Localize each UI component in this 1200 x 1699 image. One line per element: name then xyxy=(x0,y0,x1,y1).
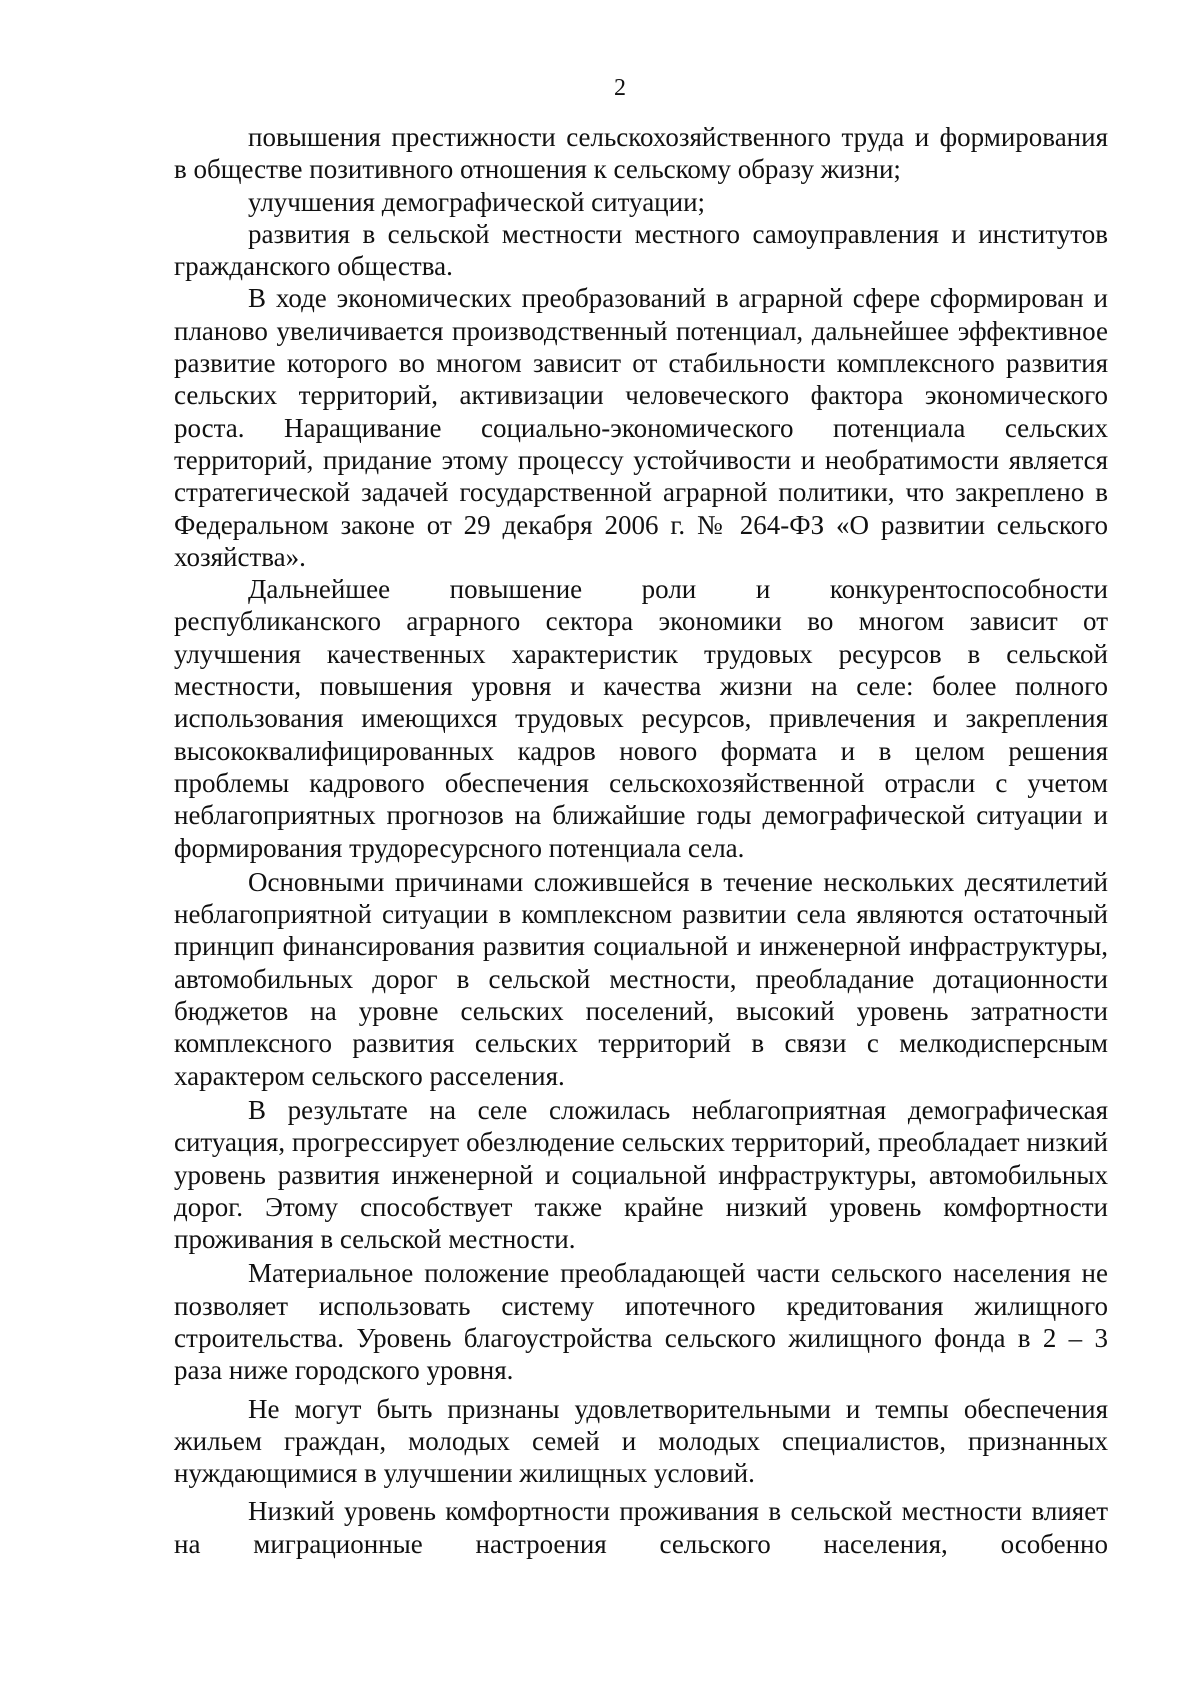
paragraph-rural-labor-prestige: повышения престижности сельскохозяйственного труда и формирования в обществе позитивного отношения к сельскому образу жизни; xyxy=(174,122,1108,185)
paragraph-main-causes: Основными причинами сложившейся в течение нескольких десятилетий неблагоприятной ситуации в комплексном развитии села являются остаточный принцип финансирования развития социальной и инженерной инфраструктуры, автомобильных дорог в сельской местности, преобладание дотационности бюджетов на уровне сельских поселений, высокий уровень затратности комплексного развития сельских территорий в связи с мелкодисперсным характером сельского расселения. xyxy=(174,866,1108,1091)
paragraph-economic-transformation: В ходе экономических преобразований в аграрной сфере сформирован и планово увеличивается производственный потенциал, дальнейшее эффективное развитие которого во многом зависит от стабильности комплексного развития сельских территорий, активизации человеческого фактора экономического роста. Наращивание социально-экономического потенциала сельских территорий, придание этому процессу устойчивости и необратимости является стратегической задачей государственной аграрной политики, что закреплено в Федеральном законе от 29 декабря 2006 г. № 264-ФЗ «О развитии сельского хозяйства». xyxy=(174,283,1108,572)
paragraph-self-government: развития в сельской местности местного самоуправления и институтов гражданского общества. xyxy=(174,218,1108,282)
paragraph-mortgage: Материальное положение преобладающей части сельского населения не позволяет использовать систему ипотечного кредитования жилищного строительства. Уровень благоустройства сельского жилищного фонда в 2 – 3 раза ниже городского уровня. xyxy=(174,1258,1108,1386)
page-number: 2 xyxy=(614,75,626,101)
paragraph-competitiveness: Дальнейшее повышение роли и конкурентоспособности республиканского аграрного сектора экономики во многом зависит от улучшения качественных характеристик трудовых ресурсов в сельской местности, повышения уровня и качества жизни на селе: более полного использования имеющихся трудовых ресурсов, привлечения и закрепления высококвалифицированных кадров нового формата и в целом решения проблемы кадрового обеспечения сельскохозяйственной отрасли с учетом неблагоприятных прогнозов на ближайшие годы демографической ситуации и формирования трудоресурсного потенциала села. xyxy=(174,574,1108,863)
paragraph-housing-rates: Не могут быть признаны удовлетворительными и темпы обеспечения жильем граждан, молодых семей и молодых специалистов, признанных нуждающимися в улучшении жилищных условий. xyxy=(174,1393,1108,1489)
paragraph-migration: Низкий уровень комфортности проживания в сельской местности влияет на миграционные настроения сельского населения, особенно xyxy=(174,1496,1108,1559)
document-body xyxy=(174,121,1108,1560)
paragraph-demography: улучшения демографической ситуации; xyxy=(248,186,706,217)
paragraph-unfavorable-situation: В результате на селе сложилась неблагоприятная демографическая ситуация, прогрессирует обезлюдение сельских территорий, преобладает низкий уровень развития инженерной и социальной инфраструктуры, автомобильных дорог. Этому способствует также крайне низкий уровень комфортности проживания в сельской местности. xyxy=(174,1094,1108,1255)
